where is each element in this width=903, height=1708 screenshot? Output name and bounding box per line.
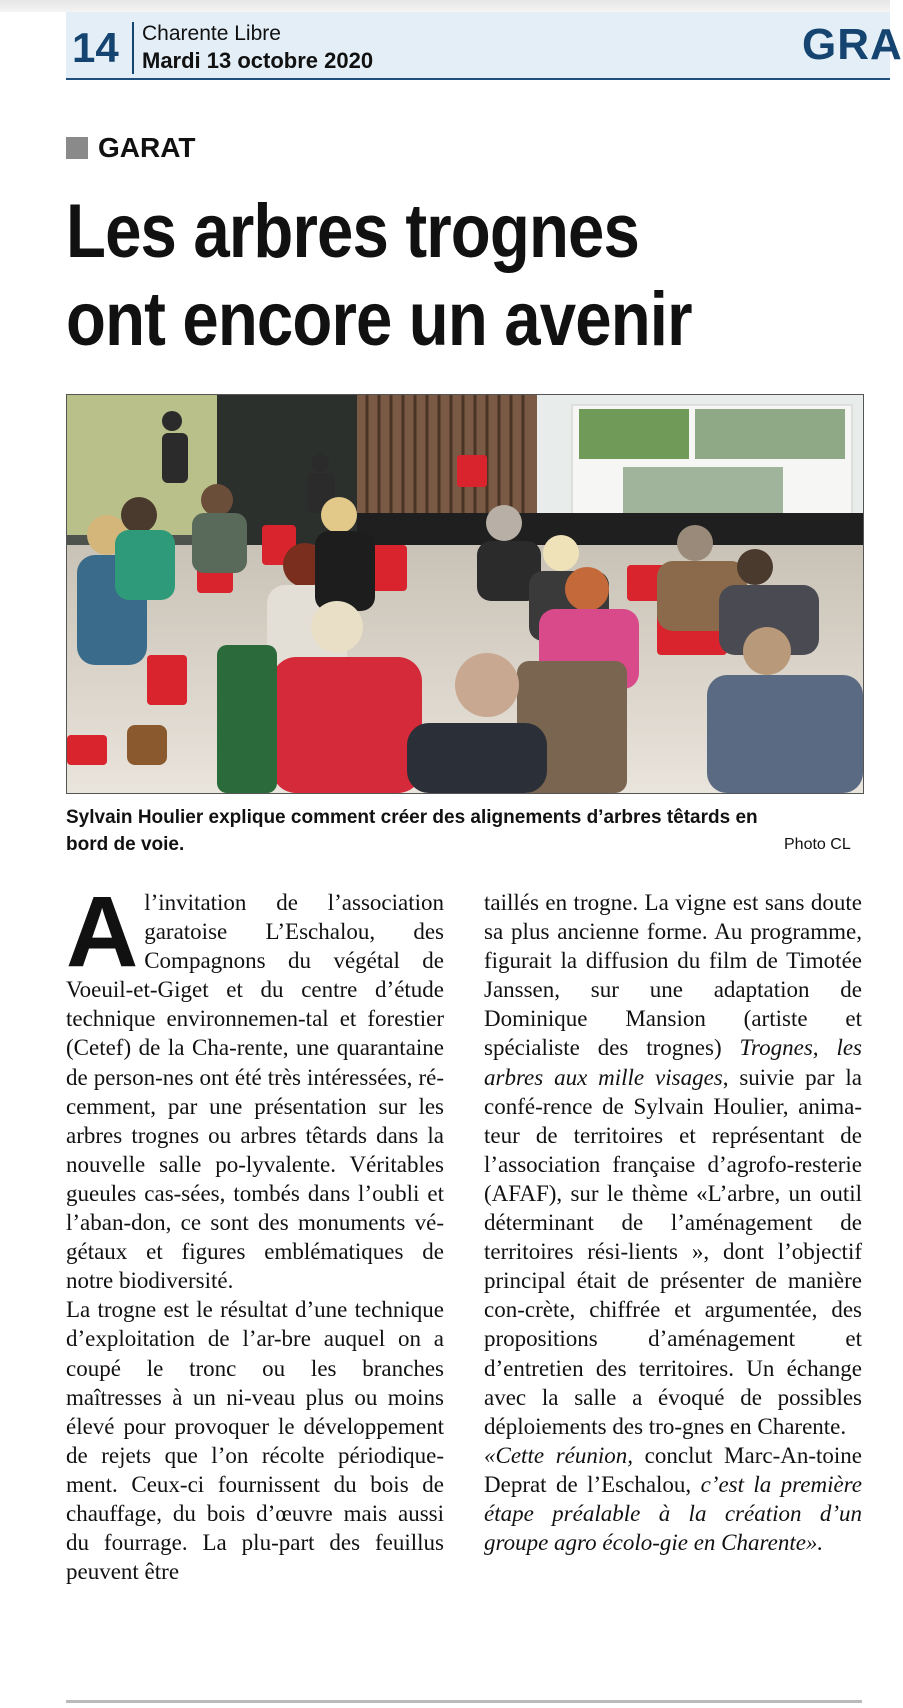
quote-attribution: conclut Marc-An-toine Deprat de l’Eschalou, <box>484 1442 862 1497</box>
paragraph-1 <box>66 876 444 1295</box>
photo-caption: Sylvain Houlier explique comment créer des alignements d’arbres têtards en bord de voie. <box>66 807 758 855</box>
section-heading: GRA <box>802 20 903 69</box>
quote-part-2: c’est la première étape préalable à la création d’un groupe agro écolo-gie en Charente». <box>484 1471 862 1556</box>
issue-date: Mardi 13 octobre 2020 <box>142 48 374 73</box>
paragraph-3-text-b: , suivie par la confé-rence de Sylvain Houlier, anima-teur de territoires et représentant de l’association française d’agrofo-resterie (AFAF), sur le thème «L’arbre, un outil déterminant de l’aménagement de territoires rési-lients », dont l’objectif principal était de présenter de manière con-crète, chiffrée et argumentée, des propositions d’aménagement et d’entretien des territoires. Un échange avec la salle a évoqué de possibles déploiements des tro-gnes en Charente. <box>484 1064 862 1439</box>
headline-line-2: ont encore un avenir <box>66 277 692 362</box>
headline-line-1: Les arbres trognes <box>66 189 639 274</box>
paragraph-1-text: l’invitation de l’association garatoise L’Eschalou, des Compagnons du végétal de Voeuil-et-Giget et du centre d’étude technique environnemen-tal et forestier (Cetef) de la Cha-rente, une quarantaine de person-nes ont été très intéressées, ré-cemment, par une présentation sur les arbres trognes ou arbres têtards dans la nouvelle salle po-lyvalente. Véritables gueules cas-sées, tombés dans l’oubli et l’aban-don, ce sont des monuments vé-gétaux et figures emblématiques de notre biodiversité. <box>66 890 444 1294</box>
kicker-square-icon <box>66 137 88 159</box>
newspaper-name: Charente Libre <box>142 22 281 45</box>
conference-room-photo <box>67 395 863 793</box>
paragraph-3-text-a: taillés en trogne. La vigne est sans doute sa plus ancienne forme. Au programme, figurait la diffusion du film de Timotée Janssen, sur une adaptation de Dominique Mansion (artiste et spécialiste des trognes) <box>484 890 862 1061</box>
quote-part-1: «Cette réunion, <box>484 1442 634 1468</box>
article-photo <box>66 394 864 794</box>
film-title: Trognes, les arbres aux mille visages <box>484 1035 863 1090</box>
page-header <box>66 12 903 80</box>
paragraph-2: La trogne est le résultat d’une technique d’exploitation de l’ar-bre auquel on a coupé le tronc ou les branches maîtresses à un ni-veau plus ou moins élevé pour provoquer le développement de rejets que l’on récolte périodique-ment. Ceux-ci fournissent du bois de chauffage, du bois d’œuvre mais aussi du fourrage. La plu-part des feuillus peuvent être <box>66 1297 444 1585</box>
article-kicker <box>66 132 195 164</box>
article-column-1 <box>66 876 444 1586</box>
bottom-rule <box>66 1700 862 1703</box>
paragraph-4 <box>484 1441 862 1557</box>
drop-cap: A <box>66 876 139 988</box>
header-divider <box>132 22 134 74</box>
page-number: 14 <box>72 24 119 71</box>
paragraph-3 <box>484 888 862 1441</box>
screen-top-strip <box>0 0 890 12</box>
article-headline <box>66 188 754 364</box>
kicker-label: GARAT <box>98 132 196 163</box>
article-column-2 <box>484 888 862 1557</box>
photo-credit: Photo CL <box>784 836 851 853</box>
